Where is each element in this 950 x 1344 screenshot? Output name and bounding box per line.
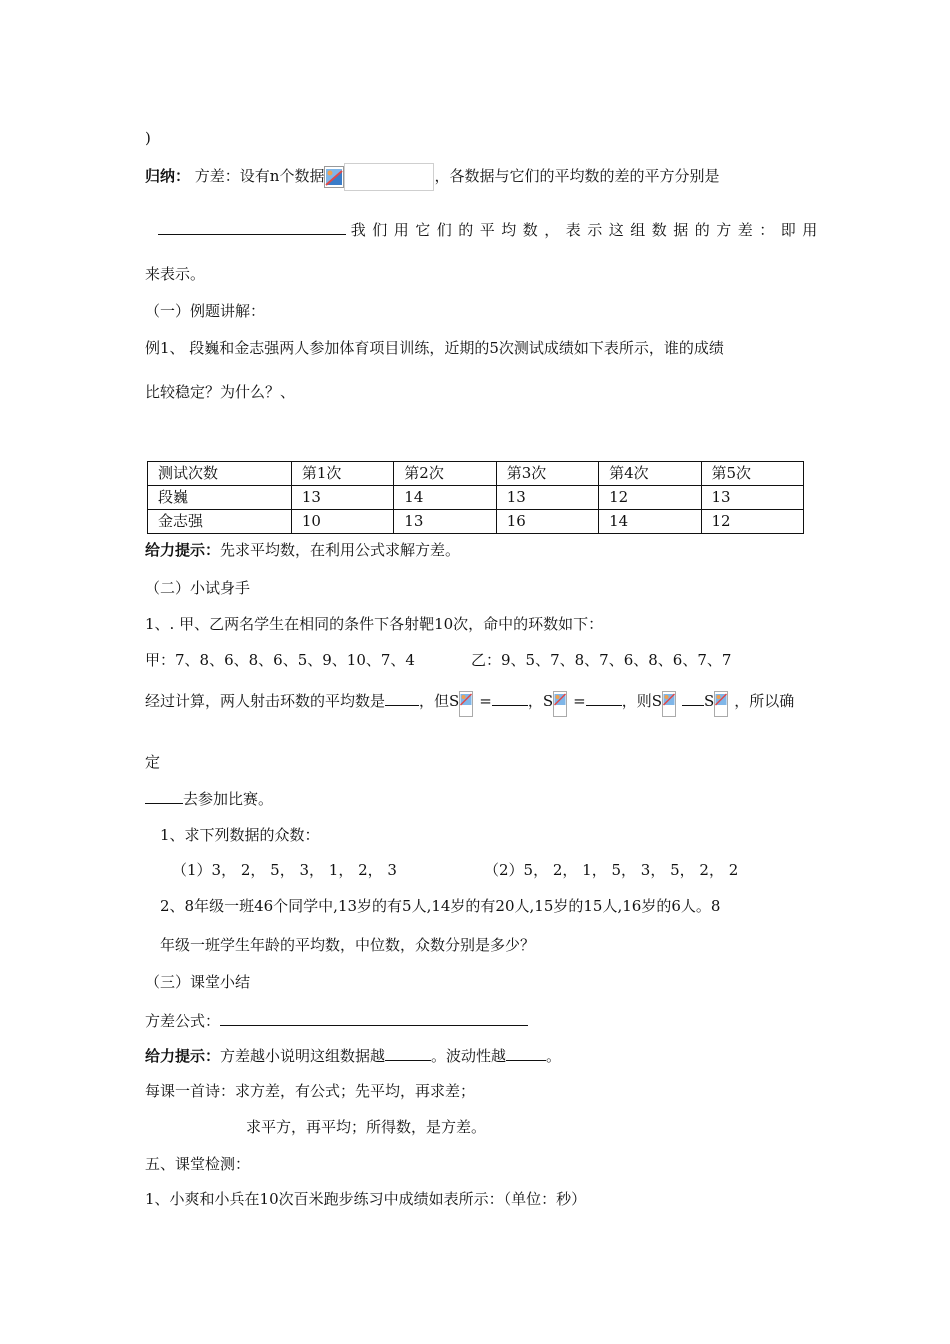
- induce-line-2: [158, 218, 824, 241]
- table-cell: 12: [599, 486, 701, 510]
- section-3-title: （三）课堂小结: [145, 973, 251, 991]
- table-header-cell: 第3次: [496, 462, 598, 486]
- table-cell: 14: [599, 510, 701, 534]
- hint-2-label: 给力提示：: [145, 1047, 221, 1065]
- question-2-line-2: 年级一班学生年龄的平均数，中位数，众数分别是多少？: [160, 936, 536, 954]
- variance-yi-blank[interactable]: [586, 689, 622, 706]
- broken-image-icon: [553, 691, 573, 713]
- compare-blank[interactable]: [682, 689, 704, 706]
- hint-2-text-c: 。: [546, 1047, 562, 1065]
- example-1-line-1: 例1、 段巍和金志强两人参加体育项目训练，近期的5次测试成绩如下表所示，谁的成绩: [145, 339, 724, 357]
- go-text: 去参加比赛。: [183, 790, 274, 808]
- calc-text-c: =: [479, 692, 492, 710]
- formula-label: 方差公式：: [145, 1012, 221, 1030]
- table-cell: 10: [291, 510, 393, 534]
- induce-text-a: 方差：设有n个数据: [190, 167, 325, 185]
- section-5-title: 五、课堂检测：: [145, 1155, 251, 1173]
- table-header-cell: 第4次: [599, 462, 701, 486]
- mean-blank[interactable]: [385, 689, 419, 706]
- question-1-ding: 定: [145, 753, 161, 771]
- calc-text-a: 经过计算，两人射击环数的平均数是: [145, 692, 386, 710]
- table-cell: 金志强: [148, 510, 292, 534]
- table-header-row: [148, 462, 804, 486]
- induce-line: [145, 163, 719, 191]
- variance-jia-blank[interactable]: [492, 689, 528, 706]
- hint-1: [145, 539, 460, 561]
- induce-line-2-text: 我们用它们的平均数，表示这组数据的方差: [350, 221, 760, 239]
- broken-image-icon: [459, 691, 479, 713]
- section-1-title: （一）例题讲解：: [145, 302, 266, 320]
- question-1-go: [145, 787, 273, 810]
- winner-blank[interactable]: [145, 787, 183, 804]
- section-2-title: （二）小试身手: [145, 579, 251, 597]
- hint-2-text-b: 。波动性越: [431, 1047, 507, 1065]
- table-cell: 段巍: [148, 486, 292, 510]
- question-1-line: 1、. 甲、乙两名学生在相同的条件下各射靶10次，命中的环数如下：: [145, 615, 604, 633]
- table-row: [148, 510, 804, 534]
- score-table: [147, 461, 804, 534]
- calc-text-b: ，但S: [419, 692, 460, 710]
- table-header-cell: 第2次: [394, 462, 496, 486]
- answer-blank[interactable]: [158, 218, 346, 235]
- question-2-line-1: 2、8年级一班46个同学中,13岁的有5人,14岁的有20人,15岁的15人,16岁的6人。8: [160, 897, 721, 915]
- induce-text-b: ，各数据与它们的平均数的差的平方分别是: [434, 167, 720, 185]
- formula-blank[interactable]: [220, 1009, 528, 1026]
- poem-line-1: 每课一首诗：求方差，有公式；先平均，再求差；: [145, 1082, 476, 1100]
- table-cell: 13: [291, 486, 393, 510]
- fluctuation-blank[interactable]: [506, 1044, 546, 1061]
- table-cell: 14: [394, 486, 496, 510]
- data-image-box: [344, 163, 434, 191]
- running-question: 1、小爽和小兵在10次百米跑步练习中成绩如表所示：（单位：秒）: [145, 1190, 587, 1208]
- table-cell: 13: [701, 486, 803, 510]
- table-row: [148, 486, 804, 510]
- calc-text-e: =: [573, 692, 586, 710]
- table-cell: 16: [496, 510, 598, 534]
- example-1-line-2: 比较稳定？为什么？、: [145, 383, 296, 401]
- broken-image-icon: [662, 691, 682, 713]
- question-1-data-jia: 甲：7、8、6、8、6、5、9、10、7、4: [145, 651, 415, 669]
- calc-text-f: ，则S: [621, 692, 663, 710]
- table-header-cell: 第1次: [291, 462, 393, 486]
- hint-1-label: 给力提示：: [145, 541, 221, 559]
- table-header-cell: 测试次数: [148, 462, 292, 486]
- calc-text-h: ，所以确: [734, 692, 795, 710]
- stability-blank[interactable]: [385, 1044, 431, 1061]
- table-cell: 12: [701, 510, 803, 534]
- broken-image-icon: [324, 166, 344, 188]
- calc-text-g: S: [704, 692, 715, 710]
- induce-line-3: 来表示。: [145, 265, 206, 283]
- question-1-calc: [145, 689, 794, 713]
- hint-2-text-a: 方差越小说明这组数据越: [220, 1047, 386, 1065]
- mode-question-1: （1）3， 2， 5， 3， 1， 2， 3: [172, 861, 397, 879]
- formula-line: [145, 1009, 528, 1032]
- stray-paren: ): [145, 129, 151, 147]
- calc-text-d: ，S: [527, 692, 554, 710]
- question-1-data-yi: 乙：9、5、7、8、7、6、8、6、7、7: [471, 651, 732, 669]
- table-cell: 13: [394, 510, 496, 534]
- broken-image-icon: [714, 691, 734, 713]
- induce-line-2-tail: ：即用: [759, 221, 824, 239]
- induce-label: 归纳：: [145, 167, 191, 185]
- table-cell: 13: [496, 486, 598, 510]
- hint-2: [145, 1044, 561, 1067]
- mode-question-2: （2）5， 2， 1， 5， 3， 5， 2， 2: [484, 861, 739, 879]
- table-header-cell: 第5次: [701, 462, 803, 486]
- poem-line-2: 求平方，再平均；所得数，是方差。: [246, 1118, 487, 1136]
- hint-1-text: 先求平均数，在利用公式求解方差。: [220, 541, 461, 559]
- mode-question-title: 1、求下列数据的众数：: [160, 826, 320, 844]
